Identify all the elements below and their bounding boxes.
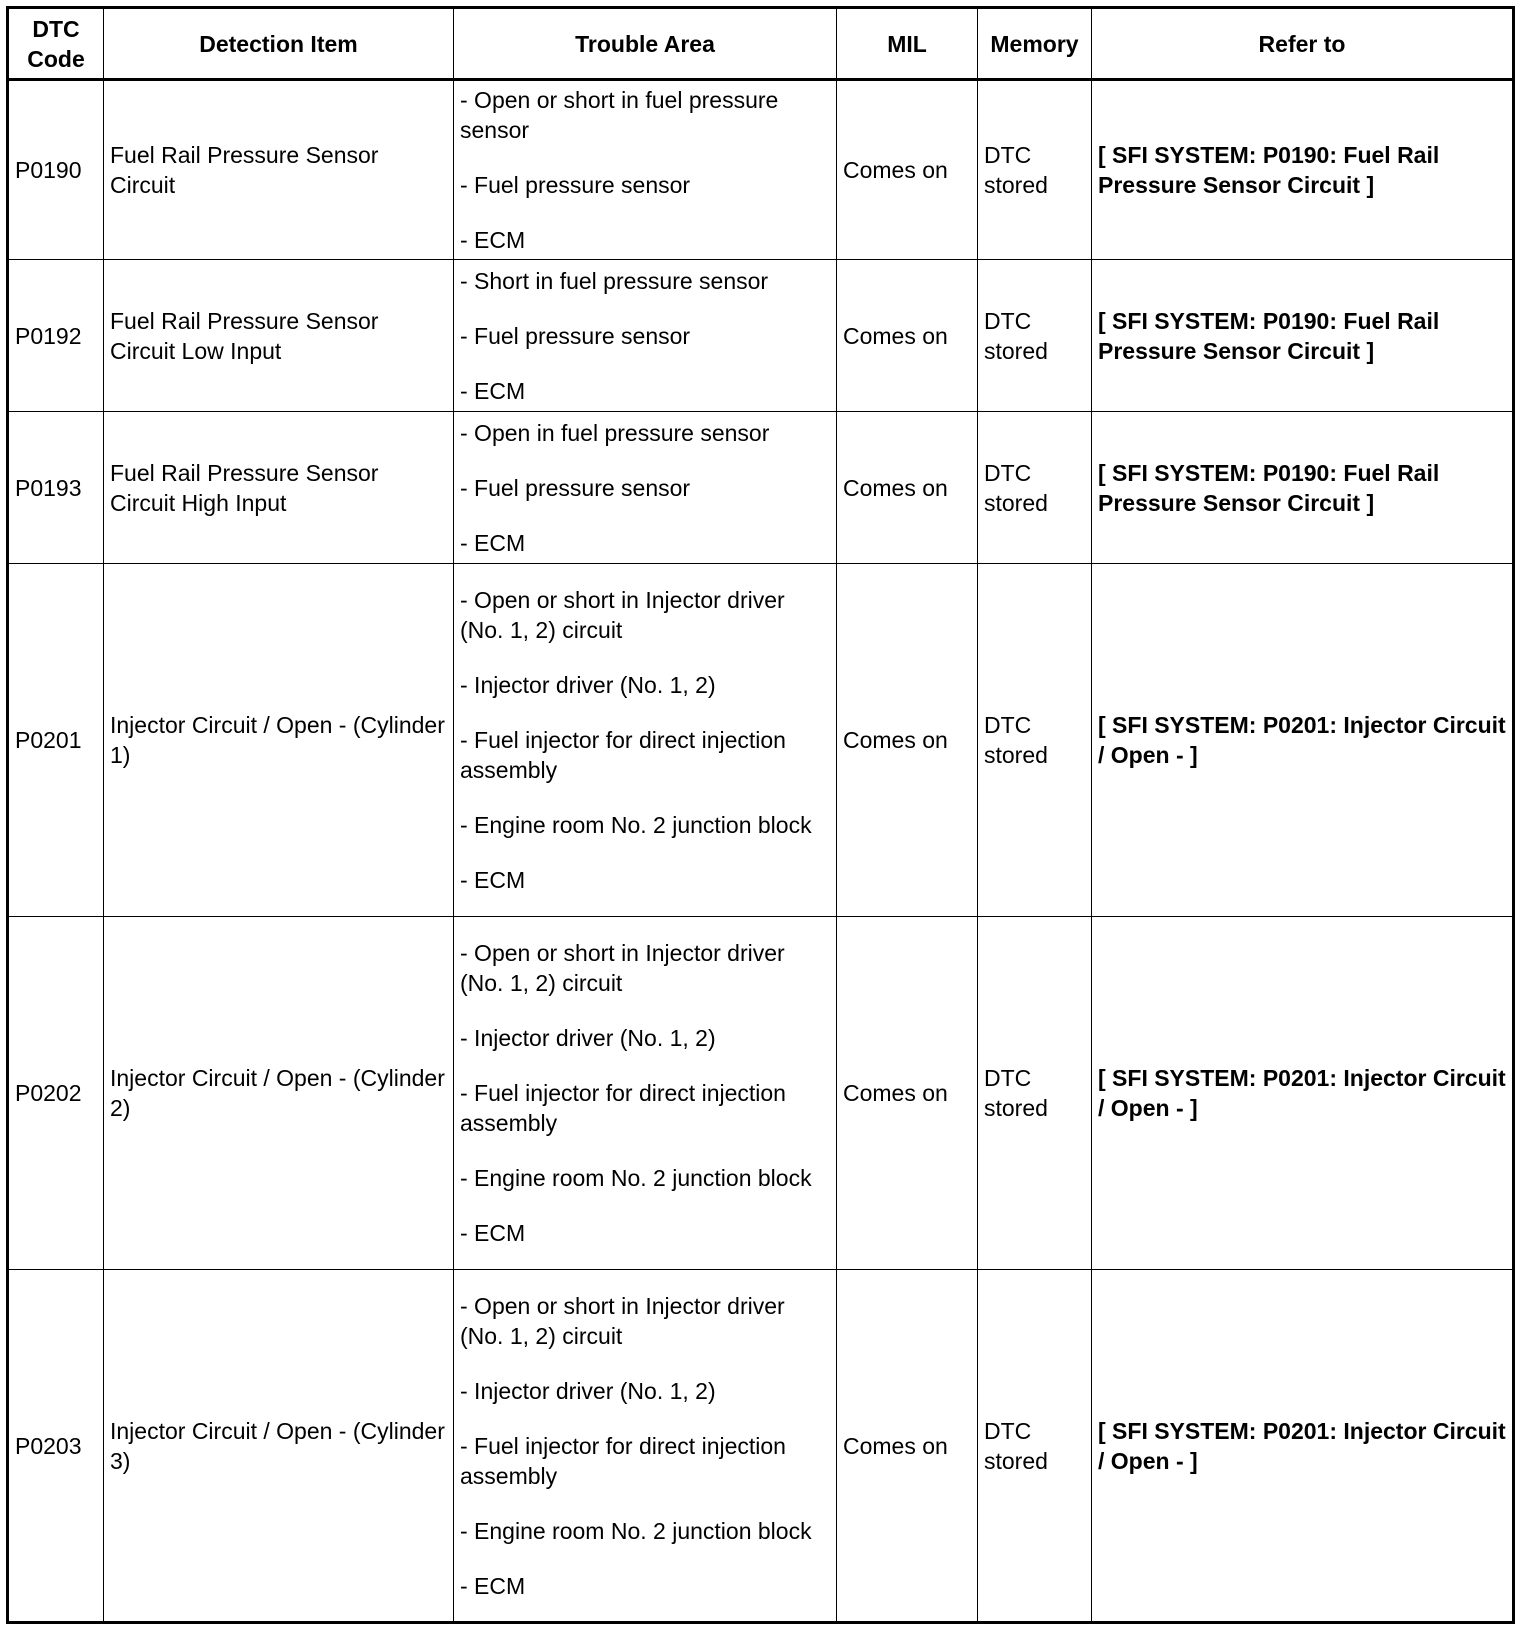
memory-cell: DTC stored — [978, 917, 1092, 1270]
table-row — [8, 260, 1514, 412]
dtc-table — [6, 6, 1515, 1624]
trouble-area-cell — [454, 917, 837, 1270]
trouble-area-line: - Engine room No. 2 junction block — [460, 1165, 812, 1191]
table-row — [8, 80, 1514, 260]
dtc-code-cell: P0202 — [8, 917, 104, 1270]
trouble-area-line: - Fuel injector for direct injection assembly — [460, 727, 786, 783]
mil-cell: Comes on — [837, 564, 978, 917]
trouble-area-line: - Injector driver (No. 1, 2) — [460, 1377, 716, 1404]
mil-cell: Comes on — [837, 412, 978, 564]
trouble-area-line: - Open or short in fuel pressure sensor — [460, 87, 779, 143]
header-memory: Memory — [978, 8, 1092, 80]
table-row — [8, 917, 1514, 1270]
trouble-area-line: - Engine room No. 2 junction block — [460, 1517, 812, 1544]
trouble-area-line: - Short in fuel pressure sensor — [460, 267, 769, 294]
refer-to-link[interactable]: [ SFI SYSTEM: P0190: Fuel Rail Pressure Sensor Circuit ] — [1092, 260, 1514, 412]
dtc-code-cell: P0203 — [8, 1270, 104, 1623]
trouble-area-line: - Fuel pressure sensor — [460, 322, 691, 349]
trouble-area-line: - ECM — [460, 227, 526, 253]
refer-to-link[interactable]: [ SFI SYSTEM: P0201: Injector Circuit / Open - ] — [1092, 564, 1514, 917]
trouble-area-cell — [454, 1270, 837, 1623]
dtc-code-cell: P0192 — [8, 260, 104, 412]
trouble-area-line: - Open or short in Injector driver (No. 1, 2) circuit — [460, 587, 785, 643]
refer-to-link[interactable]: [ SFI SYSTEM: P0201: Injector Circuit / Open - ] — [1092, 1270, 1514, 1623]
trouble-area-cell — [454, 412, 837, 564]
memory-cell: DTC stored — [978, 1270, 1092, 1623]
trouble-area-line: - Open in fuel pressure sensor — [460, 419, 770, 446]
trouble-area-line: - Open or short in Injector driver (No. 1, 2) circuit — [460, 940, 785, 996]
trouble-area-line: - ECM — [460, 867, 526, 893]
memory-cell: DTC stored — [978, 564, 1092, 917]
header-mil: MIL — [837, 8, 978, 80]
dtc-code-cell: P0190 — [8, 80, 104, 260]
header-detection-item: Detection Item — [104, 8, 454, 80]
detection-item-cell: Fuel Rail Pressure Sensor Circuit Low Input — [104, 260, 454, 412]
memory-cell: DTC stored — [978, 412, 1092, 564]
trouble-area-line: - ECM — [460, 377, 526, 404]
dtc-code-cell: P0193 — [8, 412, 104, 564]
trouble-area-line: - Injector driver (No. 1, 2) — [460, 672, 716, 698]
trouble-area-line: - ECM — [460, 1220, 526, 1246]
trouble-area-line: - Fuel pressure sensor — [460, 474, 691, 501]
table-row — [8, 412, 1514, 564]
refer-to-link[interactable]: [ SFI SYSTEM: P0190: Fuel Rail Pressure Sensor Circuit ] — [1092, 412, 1514, 564]
trouble-area-line: - Injector driver (No. 1, 2) — [460, 1025, 716, 1051]
header-refer-to: Refer to — [1092, 8, 1514, 80]
mil-cell: Comes on — [837, 80, 978, 260]
trouble-area-line: - Fuel pressure sensor — [460, 172, 691, 198]
memory-cell: DTC stored — [978, 260, 1092, 412]
dtc-code-cell: P0201 — [8, 564, 104, 917]
detection-item-cell: Injector Circuit / Open - (Cylinder 1) — [104, 564, 454, 917]
trouble-area-line: - Engine room No. 2 junction block — [460, 812, 812, 838]
trouble-area-line: - ECM — [460, 529, 526, 556]
refer-to-link[interactable]: [ SFI SYSTEM: P0190: Fuel Rail Pressure Sensor Circuit ] — [1092, 80, 1514, 260]
trouble-area-line: - Fuel injector for direct injection assembly — [460, 1080, 786, 1136]
detection-item-cell: Injector Circuit / Open - (Cylinder 2) — [104, 917, 454, 1270]
detection-item-cell: Fuel Rail Pressure Sensor Circuit High Input — [104, 412, 454, 564]
table-header-row — [8, 8, 1514, 80]
table-row — [8, 564, 1514, 917]
header-trouble-area: Trouble Area — [454, 8, 837, 80]
mil-cell: Comes on — [837, 260, 978, 412]
trouble-area-line: - ECM — [460, 1572, 526, 1599]
detection-item-cell: Fuel Rail Pressure Sensor Circuit — [104, 80, 454, 260]
refer-to-link[interactable]: [ SFI SYSTEM: P0201: Injector Circuit / Open - ] — [1092, 917, 1514, 1270]
trouble-area-line: - Fuel injector for direct injection assembly — [460, 1432, 786, 1489]
detection-item-cell: Injector Circuit / Open - (Cylinder 3) — [104, 1270, 454, 1623]
trouble-area-cell — [454, 80, 837, 260]
trouble-area-cell — [454, 260, 837, 412]
table-row — [8, 1270, 1514, 1623]
trouble-area-line: - Open or short in Injector driver (No. 1, 2) circuit — [460, 1292, 785, 1349]
header-dtc-code: DTC Code — [8, 8, 104, 80]
mil-cell: Comes on — [837, 917, 978, 1270]
mil-cell: Comes on — [837, 1270, 978, 1623]
memory-cell: DTC stored — [978, 80, 1092, 260]
trouble-area-cell — [454, 564, 837, 917]
